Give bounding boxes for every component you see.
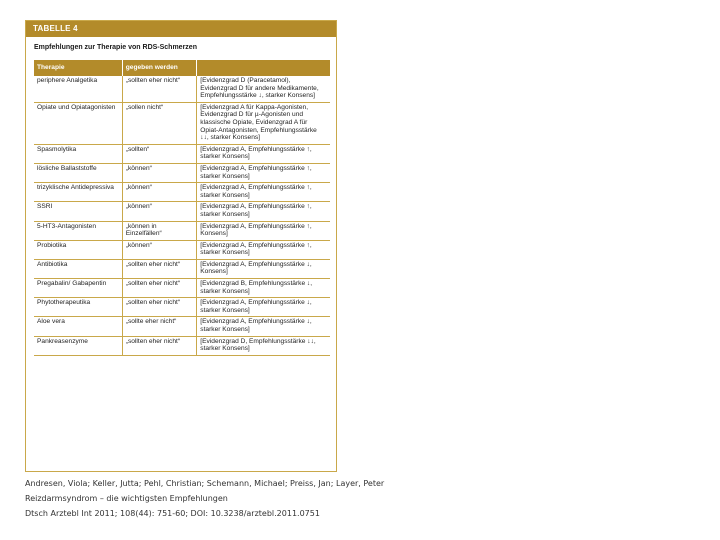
cell-evidenz: [Evidenzgrad D, Empfehlungsstärke ↓↓, starker Konsens]: [197, 336, 330, 355]
cell-evidenz: [Evidenzgrad A, Empfehlungsstärke ↑, starker Konsens]: [197, 240, 330, 259]
cell-gegeben: „können“: [122, 240, 197, 259]
table-row: [34, 259, 330, 278]
table-row: [34, 298, 330, 317]
cell-therapie: Opiate und Opiatagonisten: [34, 102, 122, 144]
cell-evidenz: [Evidenzgrad A, Empfehlungsstärke ↑, starker Konsens]: [197, 144, 330, 163]
table-header-row: [34, 60, 330, 76]
cell-therapie: Antibiotika: [34, 259, 122, 278]
table-figure: [25, 20, 337, 472]
table-label: TABELLE 4: [26, 21, 336, 37]
cell-gegeben: „sollten eher nicht“: [122, 298, 197, 317]
cell-therapie: Pregabalin/ Gabapentin: [34, 279, 122, 298]
table-row: [34, 279, 330, 298]
cell-therapie: trizyklische Antidepressiva: [34, 183, 122, 202]
column-header-gegeben: gegeben werden: [122, 60, 197, 76]
cell-evidenz: [Evidenzgrad B, Empfehlungsstärke ↓, starker Konsens]: [197, 279, 330, 298]
figure-caption: [25, 476, 384, 521]
cell-gegeben: „sollten“: [122, 144, 197, 163]
caption-citation: Dtsch Arztebl Int 2011; 108(44): 751-60; DOI: 10.3238/arztebl.2011.0751: [25, 509, 320, 518]
cell-gegeben: „sollten eher nicht“: [122, 259, 197, 278]
cell-gegeben: „sollten eher nicht“: [122, 336, 197, 355]
cell-evidenz: [Evidenzgrad A, Empfehlungsstärke ↓, starker Konsens]: [197, 298, 330, 317]
table-row: [34, 76, 330, 102]
cell-evidenz: [Evidenzgrad A, Empfehlungsstärke ↑, starker Konsens]: [197, 183, 330, 202]
cell-evidenz: [Evidenzgrad A, Empfehlungsstärke ↓, starker Konsens]: [197, 317, 330, 336]
cell-therapie: Pankreasenzyme: [34, 336, 122, 355]
cell-gegeben: „können“: [122, 163, 197, 182]
cell-therapie: SSRI: [34, 202, 122, 221]
cell-therapie: lösliche Ballaststoffe: [34, 163, 122, 182]
caption-title: Reizdarmsyndrom – die wichtigsten Empfehlungen: [25, 494, 228, 503]
cell-therapie: 5-HT3-Antagonisten: [34, 221, 122, 240]
recommendation-table: [34, 60, 330, 356]
cell-gegeben: „können in Einzelfällen“: [122, 221, 197, 240]
cell-therapie: Probiotika: [34, 240, 122, 259]
cell-therapie: Phytotherapeutika: [34, 298, 122, 317]
table-row: [34, 221, 330, 240]
cell-gegeben: „sollte eher nicht“: [122, 317, 197, 336]
cell-gegeben: „sollen nicht“: [122, 102, 197, 144]
table-subtitle: Empfehlungen zur Therapie von RDS-Schmerzen: [34, 44, 197, 51]
cell-evidenz: [Evidenzgrad A, Empfehlungsstärke ↓, Konsens]: [197, 259, 330, 278]
column-header-evidenz: [197, 60, 330, 76]
table-row: [34, 336, 330, 355]
table-row: [34, 240, 330, 259]
table-row: [34, 317, 330, 336]
table-row: [34, 183, 330, 202]
cell-gegeben: „können“: [122, 202, 197, 221]
cell-gegeben: „sollten eher nicht“: [122, 279, 197, 298]
cell-therapie: Spasmolytika: [34, 144, 122, 163]
table-row: [34, 144, 330, 163]
cell-evidenz: [Evidenzgrad A, Empfehlungsstärke ↑, starker Konsens]: [197, 163, 330, 182]
cell-gegeben: „können“: [122, 183, 197, 202]
table-row: [34, 202, 330, 221]
caption-authors: Andresen, Viola; Keller, Jutta; Pehl, Christian; Schemann, Michael; Preiss, Jan; Layer, Peter: [25, 479, 385, 488]
table-row: [34, 163, 330, 182]
cell-evidenz: [Evidenzgrad D (Paracetamol), Evidenzgrad D für andere Medikamente, Empfehlungsstärke ↓, starker Konsens]: [197, 76, 330, 102]
cell-therapie: Aloe vera: [34, 317, 122, 336]
cell-evidenz: [Evidenzgrad A, Empfehlungsstärke ↑, starker Konsens]: [197, 202, 330, 221]
cell-evidenz: [Evidenzgrad A, Empfehlungsstärke ↑, Konsens]: [197, 221, 330, 240]
table-row: [34, 102, 330, 144]
cell-evidenz: [Evidenzgrad A für Kappa-Agonisten, Evidenzgrad D für µ-Agonisten und klassische Opiate, Evidenzgrad A für Opiat-Antagonisten, Empfehlungsstärke ↓↓, starker Konsens]: [197, 102, 330, 144]
cell-gegeben: „sollten eher nicht“: [122, 76, 197, 102]
cell-therapie: periphere Analgetika: [34, 76, 122, 102]
column-header-therapie: Therapie: [34, 60, 122, 76]
